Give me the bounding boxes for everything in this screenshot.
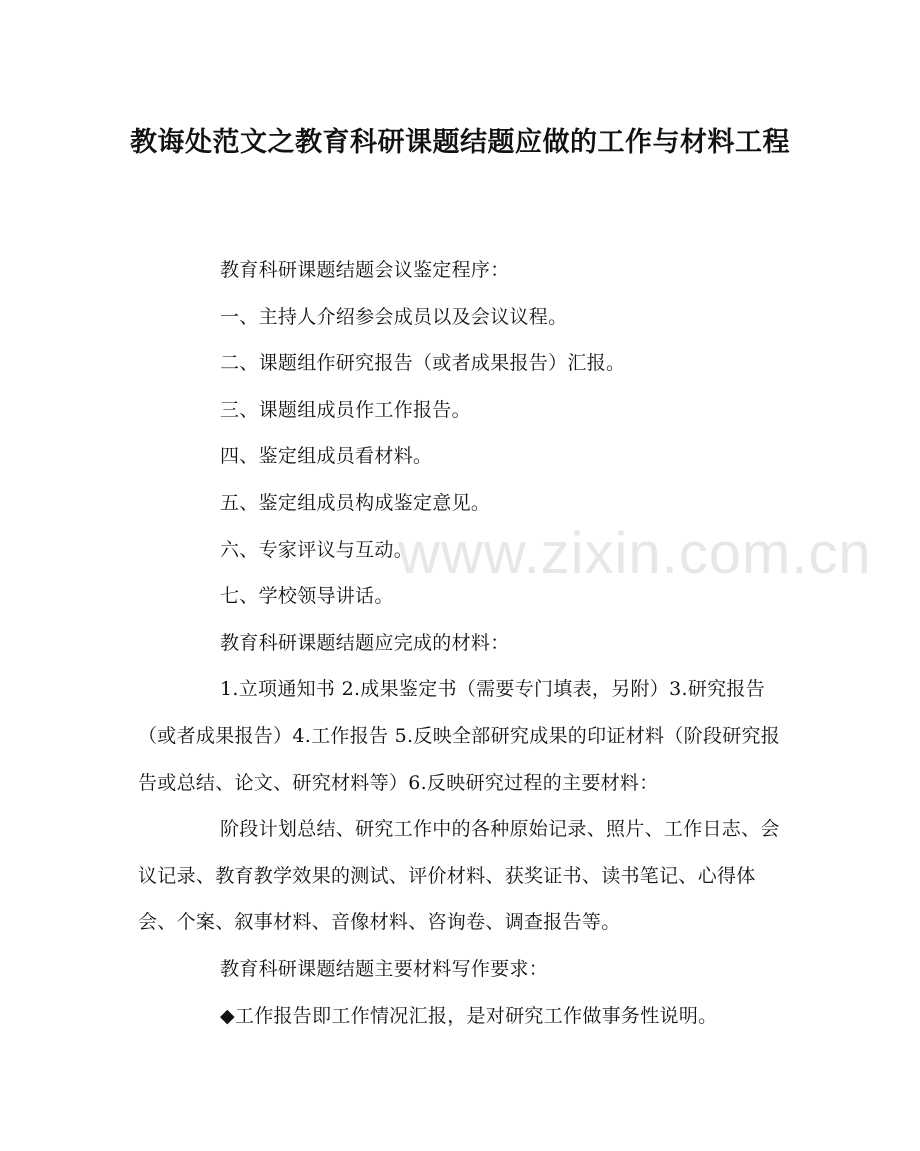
document-title: 教诲处范文之教育科研课题结题应做的工作与材料工程: [130, 127, 790, 158]
document-body: [138, 247, 786, 1039]
paragraph-step-6: 六、专家评议与互动。: [220, 538, 414, 561]
paragraph-step-5: 五、鉴定组成员构成鉴定意见。: [220, 491, 491, 514]
paragraph-step-3: 三、课题组成员作工作报告。: [220, 398, 471, 421]
watermark: www.zixin.com.cn: [398, 521, 872, 586]
paragraph-procedure-heading: 教育科研课题结题会议鉴定程序：: [220, 259, 510, 281]
paragraph-work-report-note: ◆工作报告即工作情况汇报，是对研究工作做事务性说明。: [220, 1004, 718, 1027]
paragraph-step-4: 四、鉴定组成员看材料。: [220, 445, 433, 468]
paragraph-writing-heading: 教育科研课题结题主要材料写作要求：: [220, 957, 549, 980]
paragraph-materials-heading: 教育科研课题结题应完成的材料：: [220, 631, 510, 654]
paragraph-step-2: 二、课题组作研究报告（或者成果报告）汇报。: [220, 352, 626, 375]
paragraph-step-7: 七、学校领导讲话。: [220, 585, 394, 608]
paragraph-step-1: 一、主持人介绍参会成员以及会议议程。: [220, 305, 568, 328]
paragraph-materials-list: 1.立项通知书 2.成果鉴定书（需要专门填表，另附）3.研究报告（或者成果报告）4.工作报告 5.反映全部研究成果的印证材料（阶段研究报告或总结、论文、研究材料等）6.反映研究过程的主要材料：: [138, 678, 781, 794]
paragraph-process-materials: 阶段计划总结、研究工作中的各种原始记录、照片、工作日志、会议记录、教育教学效果的测试、评价材料、获奖证书、读书笔记、心得体会、个案、叙事材料、音像材料、咨询卷、调查报告等。: [138, 818, 780, 934]
